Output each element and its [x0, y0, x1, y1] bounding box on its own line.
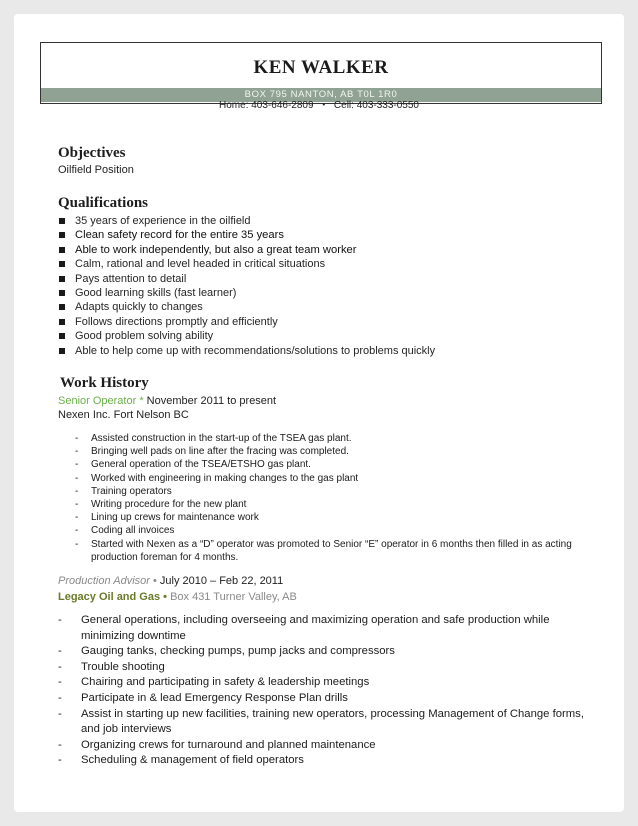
list-item: - Training operators	[70, 485, 582, 498]
list-item: - Lining up crews for maintenance work	[70, 511, 582, 524]
cell-phone: Cell: 403-333-0550	[333, 100, 419, 111]
list-item: - Started with Nexen as a “D” operator was promoted to Senior “E” operator in 6 months then filled in as acting production foreman for 4 months.	[70, 538, 582, 564]
list-item: - Worked with engineering in making changes to the gas plant	[70, 472, 582, 485]
list-item: - General operations, including overseeing and maximizing operation and safe production while minimizing downtime	[58, 613, 588, 644]
contact-separator: •	[322, 100, 326, 109]
list-item: Follows directions promptly and efficiently	[58, 315, 598, 329]
job1-dates: November 2011 to present	[146, 395, 277, 407]
contact-line	[14, 100, 624, 111]
list-item: - Assist in starting up new facilities, training new operators, processing Management of Change forms, and job interviews	[58, 707, 588, 738]
qualifications-heading: Qualifications	[58, 195, 149, 211]
list-item: Clean safety record for the entire 35 years	[58, 228, 598, 242]
job1-company: Nexen Inc. Fort Nelson BC	[58, 409, 189, 421]
job2-role: Production Advisor	[58, 575, 150, 587]
list-item: 35 years of experience in the oilfield	[58, 214, 598, 228]
job2-role-line	[58, 575, 283, 587]
job2-company: Legacy Oil and Gas	[58, 591, 161, 603]
list-item: - Bringing well pads on line after the fracing was completed.	[70, 445, 582, 458]
resume-page	[14, 14, 624, 812]
job2-location: Box 431 Turner Valley, AB	[170, 591, 297, 603]
list-item: Calm, rational and level headed in critical situations	[58, 257, 598, 271]
list-item: - Coding all invoices	[70, 524, 582, 537]
list-item: Able to help come up with recommendations/solutions to problems quickly	[58, 344, 598, 358]
qualifications-list	[58, 214, 598, 358]
list-item: Good learning skills (fast learner)	[58, 286, 598, 300]
address-bar: BOX 795 NANTON, AB T0L 1R0	[41, 88, 601, 102]
list-item: - Chairing and participating in safety & leadership meetings	[58, 675, 588, 691]
list-item: - Assisted construction in the start-up of the TSEA gas plant.	[70, 432, 582, 445]
candidate-name: KEN WALKER	[253, 57, 389, 78]
job1-role-separator: *	[136, 395, 147, 407]
job2-dates: July 2010 – Feb 22, 2011	[159, 575, 284, 587]
list-item: - Scheduling & management of field operators	[58, 753, 588, 769]
job1-role-line	[58, 395, 276, 407]
list-item: - Gauging tanks, checking pumps, pump jacks and compressors	[58, 644, 588, 660]
work-history-heading: Work History	[60, 375, 149, 391]
job2-company-separator: •	[160, 591, 171, 603]
list-item: - Organizing crews for turnaround and planned maintenance	[58, 738, 588, 754]
list-item: Pays attention to detail	[58, 272, 598, 286]
objectives-heading: Objectives	[58, 145, 126, 161]
list-item: - Trouble shooting	[58, 660, 588, 676]
job1-role: Senior Operator	[58, 395, 137, 407]
job1-duties-list	[70, 432, 582, 564]
list-item: - General operation of the TSEA/ETSHO gas plant.	[70, 458, 582, 471]
job2-duties-list	[58, 613, 588, 769]
list-item: Good problem solving ability	[58, 329, 598, 343]
list-item: - Participate in & lead Emergency Response Plan drills	[58, 691, 588, 707]
list-item: Able to work independently, but also a great team worker	[58, 243, 598, 257]
list-item: Adapts quickly to changes	[58, 300, 598, 314]
objectives-text: Oilfield Position	[58, 164, 134, 176]
job2-role-separator: •	[149, 575, 160, 587]
job2-company-line	[58, 591, 297, 603]
list-item: - Writing procedure for the new plant	[70, 498, 582, 511]
home-phone: Home: 403-646-2809	[219, 100, 314, 111]
name-header-box	[40, 42, 602, 104]
